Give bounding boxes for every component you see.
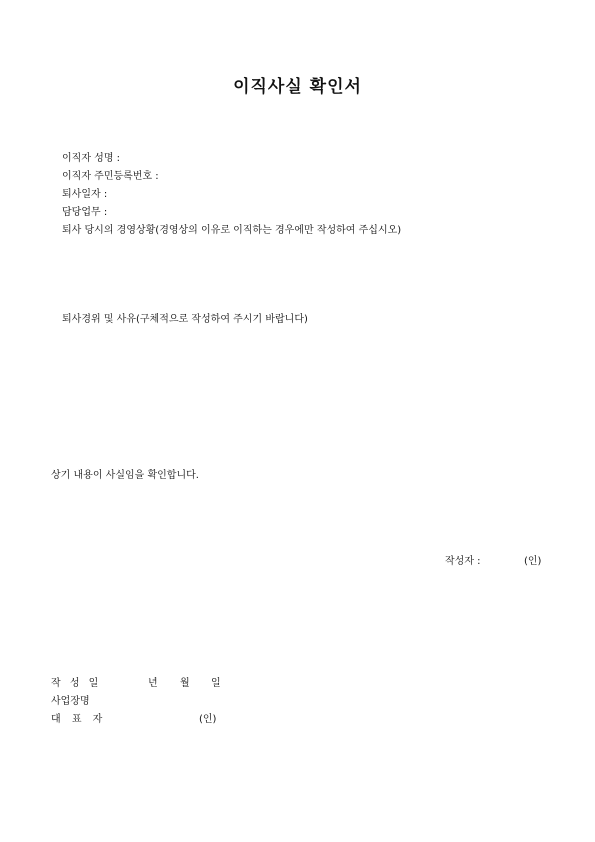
day-label: 일 (211, 678, 221, 689)
field-business-condition-label: 퇴사 당시의 경영상황(경영상의 이유로 이직하는 경우에만 작성하여 주십시오) (62, 225, 402, 236)
ceo-label: 대 표 자 (51, 714, 107, 725)
writer-seal-mark: (인) (524, 556, 542, 567)
field-name-label: 이직자 성명 : (62, 153, 121, 164)
year-label: 년 (148, 678, 158, 689)
field-resident-number-label: 이직자 주민등록번호 : (62, 171, 159, 182)
document-title: 이직사실 확인서 (233, 77, 362, 97)
writer-label: 작성자 : (445, 556, 481, 567)
confirmation-statement: 상기 내용이 사실임을 확인합니다. (51, 470, 199, 481)
company-name-label: 사업장명 (51, 696, 90, 707)
date-label: 작 성 일 (51, 678, 102, 689)
month-label: 월 (180, 678, 190, 689)
field-resignation-date-label: 퇴사일자 : (62, 189, 108, 200)
ceo-seal-mark: (인) (199, 714, 217, 725)
field-duty-label: 담당업무 : (62, 207, 108, 218)
resignation-reason-label: 퇴사경위 및 사유(구체적으로 작성하여 주시기 바랍니다) (62, 314, 308, 325)
